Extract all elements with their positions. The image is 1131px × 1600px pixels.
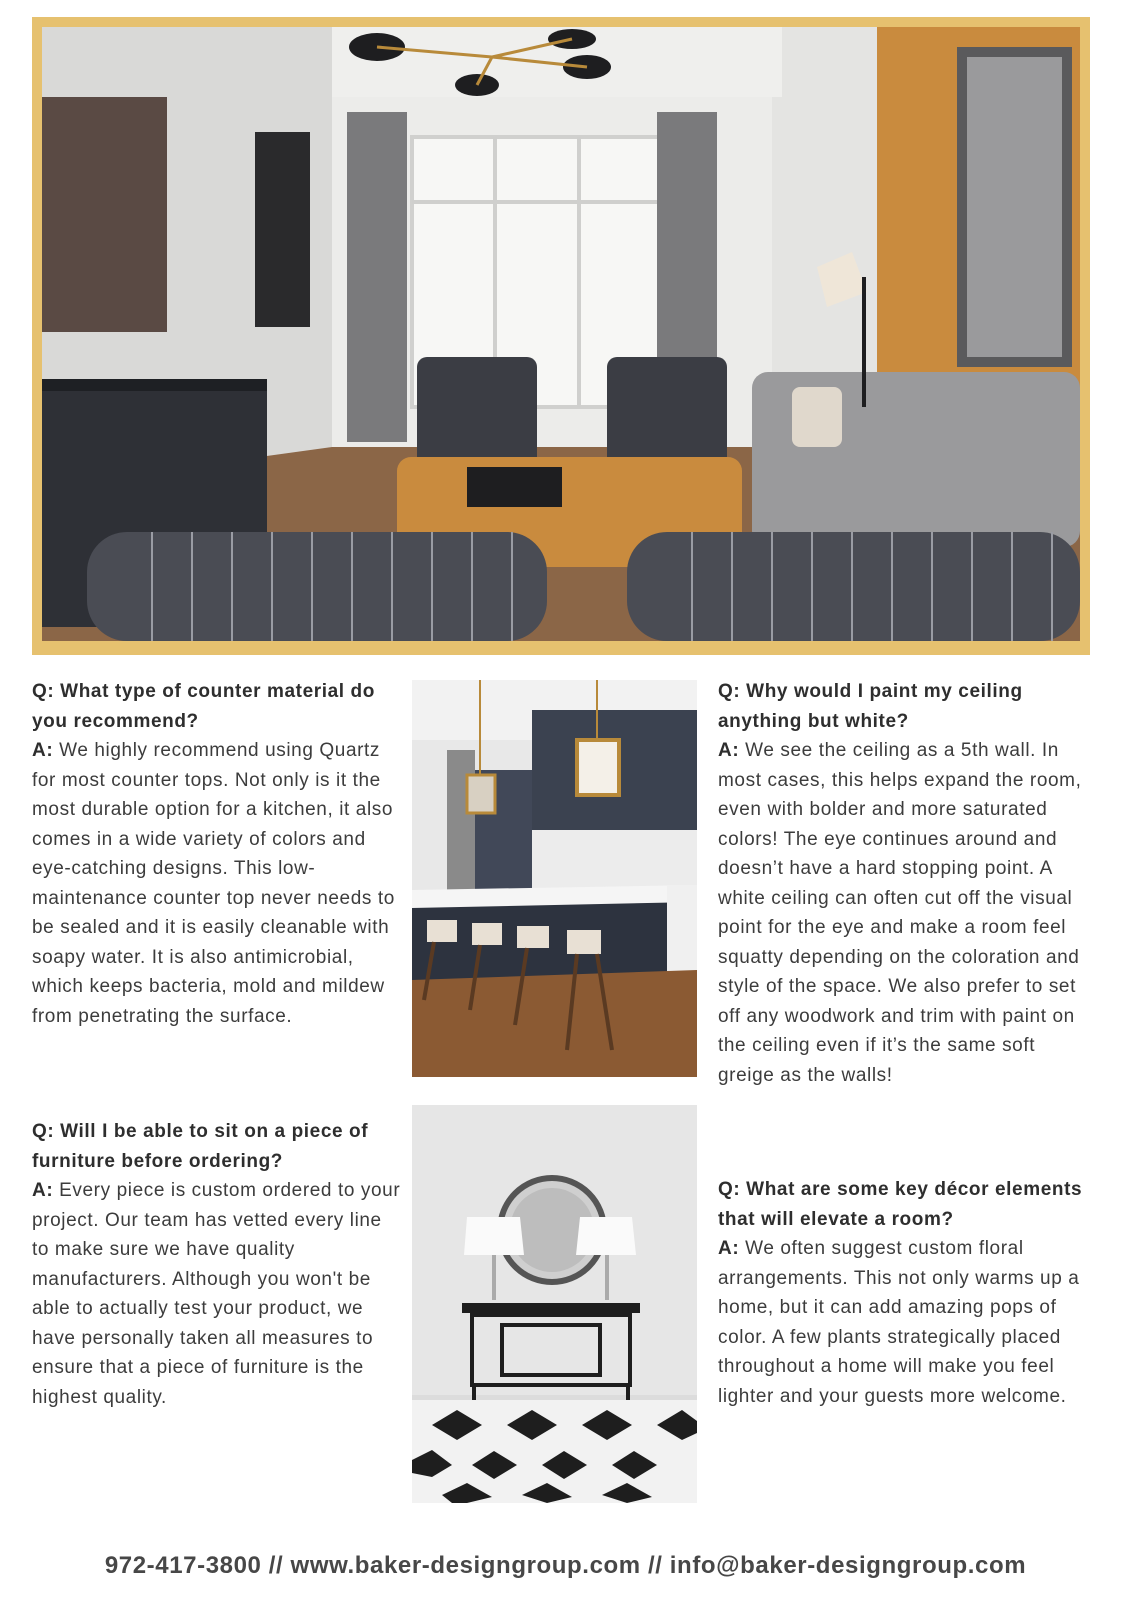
answer-counter-material: We highly recommend using Quartz for most counter tops. Not only is it the most durable option for a kitchen, it also comes in a wide variety of colors and eye-catching designs. This low-maintenance counter top never needs to be sealed and it is easily cleanable with soapy water. It is also antimicrobial, which keeps bacteria, mold and mildew from penetrating the surface. (32, 740, 395, 1027)
living-room-illustration (42, 27, 1080, 641)
answer-prefix: A: (718, 1238, 746, 1259)
kitchen-photo (412, 680, 697, 1077)
answer-prefix: A: (32, 1180, 60, 1201)
entryway-illustration (412, 1105, 697, 1503)
question-sit-on-furniture: Q: Will I be able to sit on a piece of furniture before ordering? (32, 1121, 369, 1172)
answer-decor-elements: We often suggest custom floral arrangements. This not only warms up a home, but it can add amazing pops of color. A few plants strategically placed throughout a home will make you feel lighter and your guests more welcome. (718, 1238, 1080, 1407)
hero-photo-frame (32, 17, 1090, 655)
answer-prefix: A: (718, 740, 746, 761)
qa-ceiling-paint (718, 677, 1090, 1090)
qa-decor-elements (718, 1175, 1090, 1411)
question-counter-material: Q: What type of counter material do you recommend? (32, 681, 375, 732)
answer-sit-on-furniture: Every piece is custom ordered to your project. Our team has vetted every line to make sure we have quality manufacturers. Although you won't be able to actually test your product, we have personally taken all measures to ensure that a piece of furniture is the highest quality. (32, 1180, 401, 1408)
answer-prefix: A: (32, 740, 60, 761)
kitchen-illustration (412, 680, 697, 1077)
entryway-photo (412, 1105, 697, 1503)
qa-counter-material (32, 677, 404, 1031)
living-room-photo (42, 27, 1080, 641)
question-ceiling-paint: Q: Why would I paint my ceiling anything but white? (718, 681, 1023, 732)
question-decor-elements: Q: What are some key décor elements that will elevate a room? (718, 1179, 1083, 1230)
qa-sit-on-furniture (32, 1117, 404, 1412)
answer-ceiling-paint: We see the ceiling as a 5th wall. In most cases, this helps expand the room, even with bolder and more saturated colors! The eye continues around and doesn’t have a hard stopping point. A white ceiling can often cut off the visual point for the eye and make a room feel squatty depending on the coloration and style of the space. We also prefer to set off any woodwork and trim with paint on the ceiling even if it’s the same soft greige as the walls! (718, 740, 1082, 1086)
footer-contact: 972-417-3800 // www.baker-designgroup.com // info@baker-designgroup.com (104, 1552, 1027, 1579)
